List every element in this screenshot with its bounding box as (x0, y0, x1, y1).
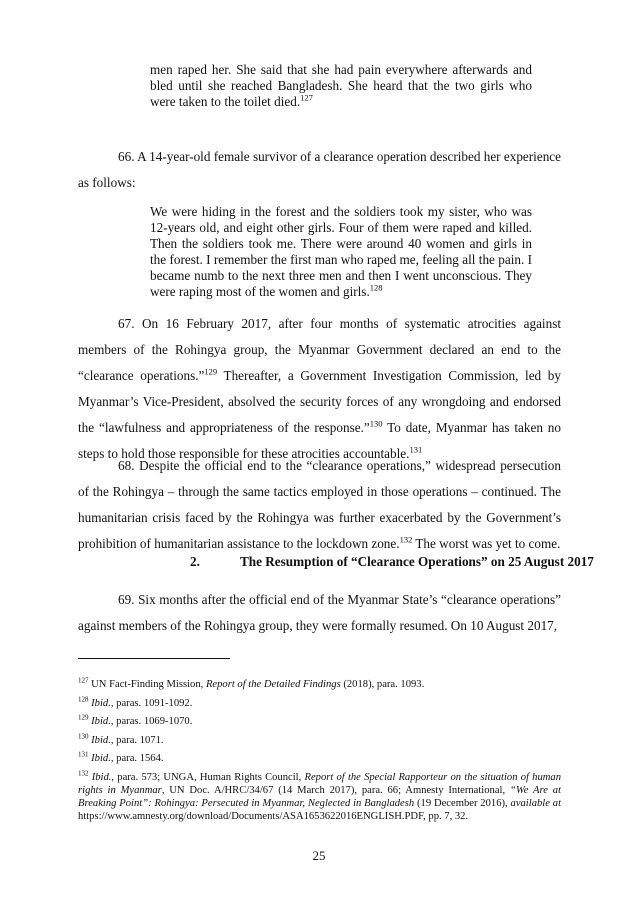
footnote-italic: Ibid. (91, 734, 111, 746)
footnote-text: UN Fact-Finding Mission, (91, 679, 206, 690)
paragraph-text: 67. On 16 February 2017, after four months of systematic atrocities against members of the Rohingya group, the Myanmar Government declared an end to the “clearance operations.” (78, 316, 561, 383)
footnote-132 (78, 771, 561, 823)
footnote-italic: Report of the Detailed Findings (205, 679, 341, 690)
footnote-number: 132 (78, 769, 89, 778)
footnote-text: , paras. 1069-1070. (110, 716, 193, 728)
footnote-ref: 128 (369, 282, 383, 293)
paragraph-text: To date, Myanmar has taken no steps to hold those responsible for these atrocities accountable. (78, 420, 561, 461)
footnote-number: 131 (78, 750, 89, 759)
section-title: The Resumption of “Clearance Operations” on 25 August 2017 (240, 554, 594, 569)
footnote-text: (19 December 2016), (414, 797, 511, 809)
paragraph-text: 66. A 14-year-old female survivor of a clearance operation described her experience as follows: (78, 149, 561, 190)
footnote-text: , para. 1564. (110, 753, 164, 765)
footnote-text: , para. 1071. (110, 734, 164, 746)
paragraph-text: The worst was yet to come. (412, 536, 561, 551)
paragraph-text: 69. Six months after the official end of the Myanmar State’s “clearance operations” against members of the Rohingya group, they were formally resumed. On 10 August 2017, (78, 592, 561, 633)
paragraph-66 (78, 144, 561, 196)
footnote-ref: 129 (204, 366, 218, 377)
section-heading (190, 554, 594, 570)
footnote-130 (78, 734, 561, 747)
quote-text: We were hiding in the forest and the soldiers took my sister, who was 12-years old, and eight other girls. Four of them were raped and killed. Then the soldiers took me. There were around 40 women and girls in the forest. I remember the first man who raped me, feeling all the pain. I became numb to the next three men and then I went unconscious. They were raping most of the women and girls. (150, 204, 532, 299)
footnote-number: 127 (78, 676, 89, 685)
footnote-separator (78, 658, 230, 659)
paragraph-text: 68. Despite the official end to the “clearance operations,” widespread persecution of the Rohingya – through the same tactics employed in those operations – continued. The humanitarian crisis faced by the Rohingya was further exacerbated by the Government’s prohibition of humanitarian assistance to the lockdown zone. (78, 458, 561, 551)
footnote-text: , paras. 1091-1092. (110, 697, 193, 709)
quote-text: men raped her. She said that she had pain everywhere afterwards and bled until she reached Bangladesh. She heard that the two girls who were taken to the toilet died. (150, 62, 532, 109)
footnote-italic: Ibid. (91, 771, 112, 783)
footnote-127 (78, 678, 561, 691)
footnotes (78, 678, 561, 829)
footnote-128 (78, 697, 561, 710)
footnote-text: (2018), para. 1093. (340, 679, 425, 690)
footnote-text: , UN Doc. A/HRC/34/67 (14 March 2017), para. 66; Amnesty International, (161, 784, 510, 796)
footnote-number: 130 (78, 732, 89, 741)
footnote-ref: 130 (369, 418, 383, 429)
page-number: 25 (312, 848, 326, 863)
block-quote-2 (150, 204, 532, 300)
paragraph-68 (78, 453, 561, 557)
footnote-text: , para. 573; UNGA, Human Rights Council, (111, 771, 305, 783)
footnote-italic: Report of the Special Rapporteur on the situation of human rights in Myanmar (78, 771, 561, 796)
footnote-link-text: https://www.amnesty.org/download/Documents/ASA1653622016ENGLISH.PDF, pp. 7, 32. (78, 810, 469, 822)
footnote-italic: Ibid. (91, 697, 111, 709)
footnote-ref: 132 (399, 534, 413, 545)
footnote-italic: Ibid. (91, 716, 111, 728)
footnote-ref: 131 (409, 444, 423, 455)
footnote-italic: Ibid. (91, 753, 111, 765)
paragraph-text: Thereafter, a Government Investigation Commission, led by Myanmar’s Vice-President, absolved the security forces of any wrongdoing and endorsed the “lawfulness and appropriateness of the response.” (78, 368, 561, 435)
paragraph-69 (78, 587, 561, 639)
footnote-129 (78, 715, 561, 728)
block-quote-1 (150, 62, 532, 110)
footnote-ref: 127 (300, 92, 313, 103)
footnote-number: 128 (78, 695, 89, 704)
paragraph-67 (78, 311, 561, 467)
footnote-italic: available at (510, 797, 562, 809)
footnote-131 (78, 752, 561, 765)
footnote-italic: “We Are at Breaking Point”: Rohingya: Persecuted in Myanmar, Neglected in Bangladesh (78, 784, 562, 809)
footnote-number: 129 (78, 713, 89, 722)
section-number: 2. (190, 554, 200, 569)
